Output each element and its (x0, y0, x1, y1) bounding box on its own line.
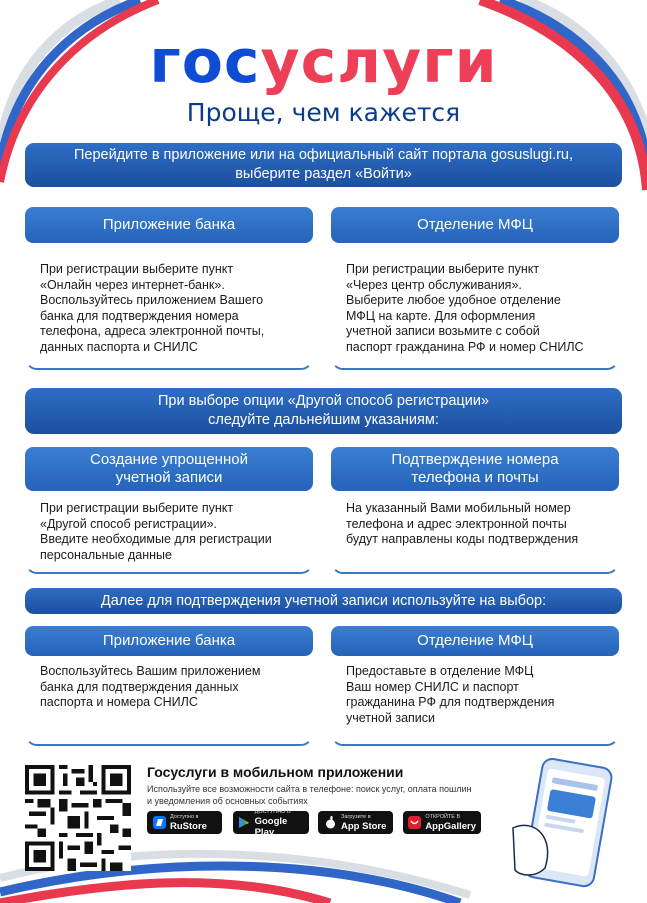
text-line: учетной записи (346, 710, 436, 725)
step2-line1: При выборе опции «Другой способ регистрации» (158, 393, 489, 409)
section3-left-frame (25, 656, 313, 746)
badge-store-name: Google Play (254, 815, 288, 838)
badge-small-label: ДОСТУПНО В (254, 808, 291, 815)
logo-part-gos: гос (149, 27, 261, 97)
step2-line2: следуйте дальнейшим указаниям: (208, 412, 439, 428)
apple-icon (323, 816, 337, 830)
badge-small-label: Доступно в (170, 814, 199, 820)
subtitle-line: Используйте все возможности сайта в телефоне: поиск услуг, оплата пошлин (147, 784, 472, 794)
subtitle-line: и уведомления об основных событиях (147, 796, 308, 806)
appgallery-badge[interactable] (403, 811, 481, 834)
text-line: телефона, адреса электронной почты, (40, 324, 265, 338)
header-line: Создание упрощенной (90, 451, 248, 468)
text-line: Предоставьте в отделение МФЦ (346, 664, 534, 678)
rustore-icon (152, 816, 166, 830)
header-line: Подтверждение номера (391, 451, 559, 468)
text-line: При регистрации выберите пункт (40, 501, 234, 515)
step1-line2: выберите раздел «Войти» (235, 166, 412, 182)
section3-left-header: Приложение банка (25, 626, 313, 656)
step2-banner (25, 388, 622, 434)
google-play-icon (238, 816, 251, 830)
badge-store-name: RuStore (170, 821, 207, 832)
text-line: гражданина РФ для подтверждения (346, 695, 555, 709)
section2-right-header (331, 447, 619, 491)
badge-store-name: App Store (341, 821, 387, 832)
text-line: телефона и адрес электронной почты (346, 516, 567, 531)
text-line: Воспользуйтесь Вашим приложением (40, 664, 261, 678)
mobile-app-subtitle (147, 783, 487, 807)
text-line: При регистрации выберите пункт (346, 262, 540, 276)
text-line: МФЦ на карте. Для оформления (346, 308, 536, 323)
mobile-app-title: Госуслуги в мобильном приложении (147, 764, 404, 780)
step1-banner (25, 143, 622, 187)
phone-illustration (505, 758, 625, 888)
text-line: паспорта и номера СНИЛС (40, 695, 198, 709)
section1-right-header: Отделение МФЦ (331, 207, 619, 243)
text-line: паспорт гражданина РФ и номер СНИЛС (346, 339, 584, 354)
text-line: Ваш номер СНИЛС и паспорт (346, 679, 519, 694)
step1-line1: Перейдите в приложение или на официальный сайт портала gosuslugi.ru, (73, 147, 574, 163)
rustore-badge[interactable] (147, 811, 222, 834)
logo-part-uslugi: услуги (260, 27, 498, 97)
text-line: будут направлены коды подтверждения (346, 532, 579, 546)
text-line: «Через центр обслуживания». (346, 277, 522, 292)
section1-left-header: Приложение банка (25, 207, 313, 243)
text-line: Введите необходимые для регистрации (40, 532, 272, 546)
header-line: телефона и почты (411, 469, 539, 486)
section2-left-header (25, 447, 313, 491)
text-line: банка для подтверждения номера (40, 308, 239, 323)
section1-right-frame (331, 250, 619, 370)
text-line: данных паспорта и СНИЛС (40, 339, 198, 354)
section3-right-header: Отделение МФЦ (331, 626, 619, 656)
text-line: При регистрации выберите пункт (40, 262, 234, 276)
text-line: «Онлайн через интернет-банк». (40, 277, 225, 292)
section2-right-frame (331, 490, 619, 574)
section3-right-frame (331, 656, 619, 746)
qr-code[interactable] (25, 765, 131, 871)
gosuslugi-logo (0, 26, 647, 98)
appgallery-icon (408, 816, 421, 830)
text-line: Воспользуйтесь приложением Вашего (40, 293, 264, 307)
google-play-badge[interactable] (233, 808, 309, 838)
text-line: учетной записи возьмите с собой (346, 324, 540, 338)
app-store-badge[interactable] (318, 811, 393, 834)
text-line: банка для подтверждения данных (40, 679, 239, 694)
text-line: На указанный Вами мобильный номер (346, 501, 571, 515)
section2-left-frame (25, 490, 313, 574)
text-line: персональные данные (40, 547, 172, 562)
badge-small-label: ОТКРОЙТЕ В (425, 814, 461, 820)
section1-left-frame (25, 250, 313, 370)
header-line: учетной записи (115, 469, 223, 486)
text-line: «Другой способ регистрации». (40, 516, 217, 531)
text-line: Выберите любое удобное отделение (346, 293, 561, 307)
badge-small-label: Загрузите в (341, 814, 371, 820)
step3-banner: Далее для подтверждения учетной записи используйте на выбор: (25, 588, 622, 614)
badge-store-name: AppGallery (425, 821, 476, 832)
tagline: Проще, чем кажется (186, 98, 461, 127)
